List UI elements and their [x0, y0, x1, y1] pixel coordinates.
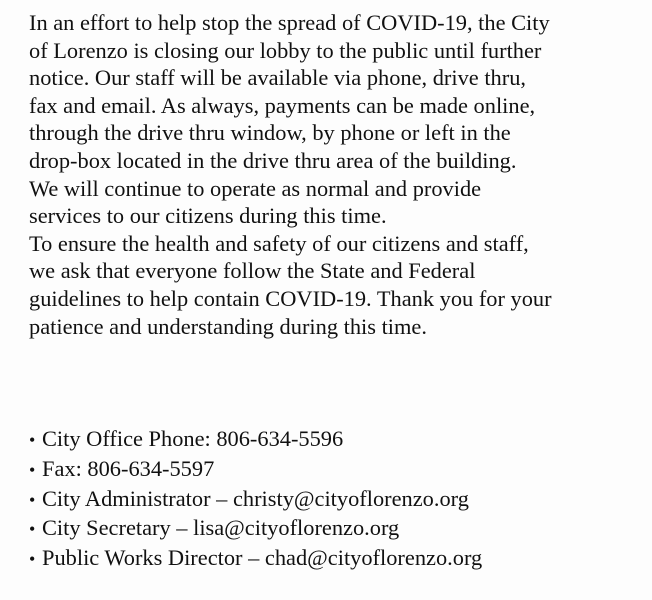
notice-line: guidelines to help contain COVID-19. Thank you for your [29, 285, 552, 311]
notice-line: In an effort to help stop the spread of COVID-19, the City [29, 10, 550, 35]
bullet: • [29, 519, 36, 540]
contact-item-public-works-director [29, 544, 641, 574]
notice-line: patience and understanding during this time. [29, 313, 427, 339]
bullet: • [29, 459, 36, 480]
notice-line: we ask that everyone follow the State and Federal [29, 258, 476, 284]
bullet: • [29, 549, 36, 570]
notice-line: notice. Our staff will be available via phone, drive thru, [29, 65, 526, 91]
notice-line: We will continue to operate as normal and provide [29, 175, 482, 201]
contact-list [29, 425, 641, 574]
covid-notice-paragraph [29, 9, 641, 340]
bullet: • [29, 489, 36, 510]
contact-text: City Secretary – lisa@cityoflorenzo.org [42, 515, 400, 541]
contact-text: City Administrator – christy@cityoflorenzo.org [42, 485, 469, 511]
contact-item-city-secretary [29, 514, 641, 544]
contact-item-fax [29, 455, 641, 485]
notice-line: To ensure the health and safety of our citizens and staff, [29, 230, 529, 256]
contact-text: City Office Phone: 806-634-5596 [42, 426, 344, 451]
contact-item-office-phone [29, 425, 641, 455]
notice-line: drop-box located in the drive thru area of the building. [29, 147, 517, 173]
bullet: • [29, 430, 36, 450]
notice-line: services to our citizens during this time. [29, 203, 387, 229]
notice-line: of Lorenzo is closing our lobby to the public until further [29, 37, 542, 63]
notice-line: fax and email. As always, payments can be made online, [29, 92, 536, 118]
contact-text: Fax: 806-634-5597 [42, 455, 215, 481]
contact-text: Public Works Director – chad@cityoflorenzo.org [42, 545, 483, 571]
contact-item-city-administrator [29, 485, 641, 515]
notice-line: through the drive thru window, by phone or left in the [29, 120, 511, 146]
